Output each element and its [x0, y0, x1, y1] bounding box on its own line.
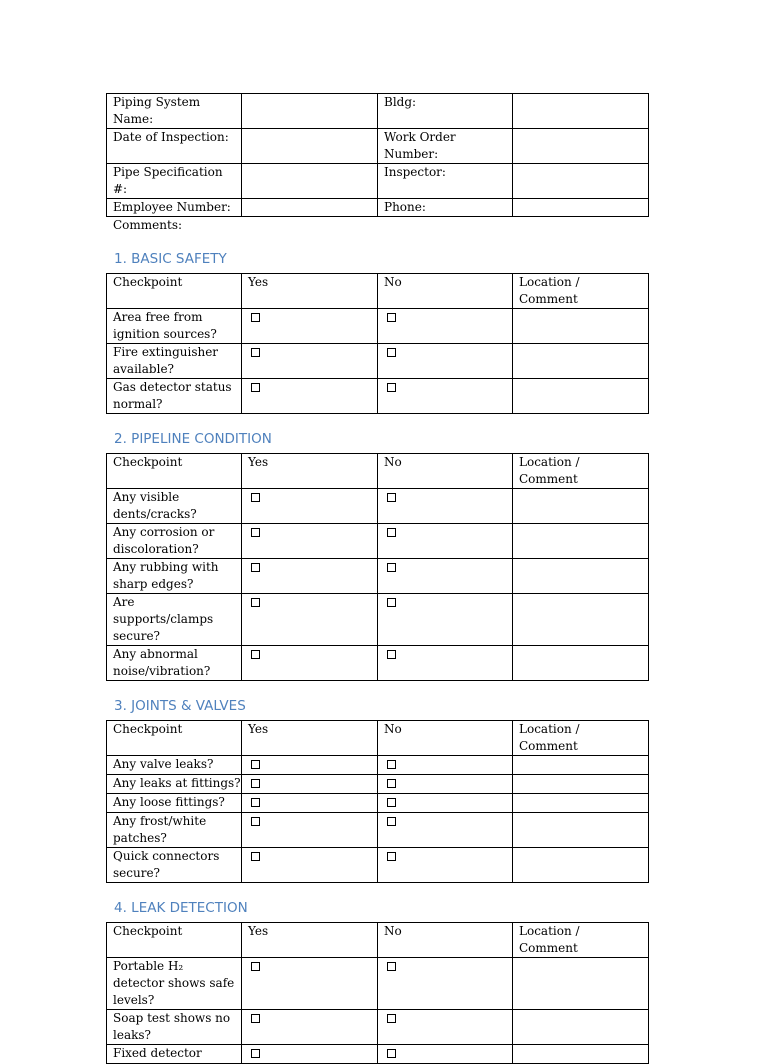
column-header-yes: Yes — [242, 454, 378, 489]
location-comment-cell[interactable] — [513, 1045, 649, 1064]
inspector-label: Inspector: — [378, 164, 513, 199]
checkpoint-label: Fire extinguisher available? — [107, 344, 242, 379]
yes-checkbox[interactable] — [251, 528, 260, 537]
table-header-row — [107, 923, 649, 958]
no-checkbox[interactable] — [387, 313, 396, 322]
header-row — [107, 129, 649, 164]
section-title-leak-detection: 4. LEAK DETECTION — [114, 900, 248, 916]
location-comment-cell[interactable] — [513, 794, 649, 813]
no-checkbox[interactable] — [387, 563, 396, 572]
no-checkbox[interactable] — [387, 760, 396, 769]
no-cell — [378, 559, 513, 594]
yes-checkbox[interactable] — [251, 1014, 260, 1023]
column-header-no: No — [378, 274, 513, 309]
yes-checkbox[interactable] — [251, 348, 260, 357]
section-title-pipeline-condition: 2. PIPELINE CONDITION — [114, 431, 272, 447]
table-row — [107, 309, 649, 344]
no-checkbox[interactable] — [387, 650, 396, 659]
checkpoint-label: Any frost/white patches? — [107, 813, 242, 848]
no-checkbox[interactable] — [387, 1014, 396, 1023]
table-row — [107, 344, 649, 379]
column-header-location: Location / Comment — [513, 721, 649, 756]
no-cell — [378, 646, 513, 681]
column-header-yes: Yes — [242, 274, 378, 309]
checkpoint-label: Any corrosion or discoloration? — [107, 524, 242, 559]
pipeline-condition-table — [106, 453, 649, 681]
pipe-specification-label: Pipe Specification #: — [107, 164, 242, 199]
location-comment-cell[interactable] — [513, 848, 649, 883]
location-comment-cell[interactable] — [513, 344, 649, 379]
checkpoint-label: Fixed detector — [107, 1045, 242, 1064]
location-comment-cell[interactable] — [513, 309, 649, 344]
yes-cell — [242, 489, 378, 524]
no-checkbox[interactable] — [387, 817, 396, 826]
yes-checkbox[interactable] — [251, 852, 260, 861]
section-title-joints-valves: 3. JOINTS & VALVES — [114, 698, 246, 714]
table-row — [107, 813, 649, 848]
no-checkbox[interactable] — [387, 348, 396, 357]
location-comment-cell[interactable] — [513, 524, 649, 559]
no-cell — [378, 813, 513, 848]
yes-checkbox[interactable] — [251, 798, 260, 807]
yes-cell — [242, 775, 378, 794]
yes-checkbox[interactable] — [251, 383, 260, 392]
checkpoint-label: Any abnormal noise/vibration? — [107, 646, 242, 681]
location-comment-cell[interactable] — [513, 594, 649, 646]
header-info-table — [106, 93, 649, 217]
no-checkbox[interactable] — [387, 493, 396, 502]
yes-checkbox[interactable] — [251, 313, 260, 322]
column-header-checkpoint: Checkpoint — [107, 454, 242, 489]
yes-cell — [242, 1010, 378, 1045]
column-header-checkpoint: Checkpoint — [107, 274, 242, 309]
no-checkbox[interactable] — [387, 383, 396, 392]
table-row — [107, 958, 649, 1010]
table-header-row — [107, 454, 649, 489]
table-row — [107, 756, 649, 775]
phone-label: Phone: — [378, 199, 513, 217]
no-checkbox[interactable] — [387, 962, 396, 971]
piping-system-name-label: Piping System Name: — [107, 94, 242, 129]
no-checkbox[interactable] — [387, 798, 396, 807]
bldg-label: Bldg: — [378, 94, 513, 129]
yes-cell — [242, 524, 378, 559]
section-title-basic-safety: 1. BASIC SAFETY — [114, 251, 227, 267]
yes-cell — [242, 646, 378, 681]
location-comment-cell[interactable] — [513, 813, 649, 848]
no-checkbox[interactable] — [387, 528, 396, 537]
table-row — [107, 1010, 649, 1045]
no-checkbox[interactable] — [387, 852, 396, 861]
no-cell — [378, 524, 513, 559]
checkpoint-label: Portable H₂ detector shows safe levels? — [107, 958, 242, 1010]
table-row — [107, 524, 649, 559]
pipe-specification-value[interactable] — [242, 164, 378, 199]
column-header-no: No — [378, 923, 513, 958]
yes-cell — [242, 379, 378, 414]
inspector-value[interactable] — [513, 164, 649, 199]
checkpoint-label: Any visible dents/cracks? — [107, 489, 242, 524]
table-row — [107, 848, 649, 883]
employee-number-label: Employee Number: — [107, 199, 242, 217]
no-checkbox[interactable] — [387, 779, 396, 788]
employee-number-value[interactable] — [242, 199, 378, 217]
no-checkbox[interactable] — [387, 1049, 396, 1058]
column-header-checkpoint: Checkpoint — [107, 923, 242, 958]
checkpoint-label: Any loose fittings? — [107, 794, 242, 813]
date-of-inspection-label: Date of Inspection: — [107, 129, 242, 164]
basic-safety-table — [106, 273, 649, 414]
checkpoint-label: Any valve leaks? — [107, 756, 242, 775]
column-header-location: Location / Comment — [513, 923, 649, 958]
header-row — [107, 164, 649, 199]
location-comment-cell[interactable] — [513, 646, 649, 681]
no-cell — [378, 756, 513, 775]
checkpoint-label: Gas detector status normal? — [107, 379, 242, 414]
no-cell — [378, 344, 513, 379]
joints-valves-table — [106, 720, 649, 883]
location-comment-cell[interactable] — [513, 1010, 649, 1045]
column-header-location: Location / Comment — [513, 274, 649, 309]
form-content — [106, 93, 648, 1064]
checkpoint-label: Quick connectors secure? — [107, 848, 242, 883]
column-header-checkpoint: Checkpoint — [107, 721, 242, 756]
no-cell — [378, 379, 513, 414]
yes-checkbox[interactable] — [251, 493, 260, 502]
yes-cell — [242, 848, 378, 883]
checkpoint-label: Soap test shows no leaks? — [107, 1010, 242, 1045]
checkpoint-label: Any leaks at fittings? — [107, 775, 242, 794]
table-row — [107, 775, 649, 794]
yes-checkbox[interactable] — [251, 1049, 260, 1058]
no-cell — [378, 594, 513, 646]
checkpoint-label: Any rubbing with sharp edges? — [107, 559, 242, 594]
no-cell — [378, 775, 513, 794]
yes-checkbox[interactable] — [251, 650, 260, 659]
no-cell — [378, 309, 513, 344]
no-cell — [378, 489, 513, 524]
table-header-row — [107, 274, 649, 309]
table-row — [107, 1045, 649, 1064]
location-comment-cell[interactable] — [513, 958, 649, 1010]
yes-checkbox[interactable] — [251, 563, 260, 572]
no-cell — [378, 1010, 513, 1045]
location-comment-cell[interactable] — [513, 756, 649, 775]
table-row — [107, 594, 649, 646]
leak-detection-table — [106, 922, 649, 1064]
checkpoint-label: Are supports/clamps secure? — [107, 594, 242, 646]
location-comment-cell[interactable] — [513, 379, 649, 414]
yes-cell — [242, 1045, 378, 1064]
piping-system-name-value[interactable] — [242, 94, 378, 129]
table-row — [107, 794, 649, 813]
yes-cell — [242, 309, 378, 344]
yes-checkbox[interactable] — [251, 817, 260, 826]
checkpoint-label: Area free from ignition sources? — [107, 309, 242, 344]
column-header-no: No — [378, 721, 513, 756]
yes-cell — [242, 559, 378, 594]
work-order-number-value[interactable] — [513, 129, 649, 164]
no-cell — [378, 848, 513, 883]
column-header-location: Location / Comment — [513, 454, 649, 489]
yes-checkbox[interactable] — [251, 760, 260, 769]
yes-checkbox[interactable] — [251, 962, 260, 971]
yes-cell — [242, 344, 378, 379]
no-cell — [378, 794, 513, 813]
table-row — [107, 559, 649, 594]
location-comment-cell[interactable] — [513, 775, 649, 794]
no-cell — [378, 1045, 513, 1064]
no-cell — [378, 958, 513, 1010]
table-header-row — [107, 721, 649, 756]
header-row — [107, 94, 649, 129]
location-comment-cell[interactable] — [513, 489, 649, 524]
phone-value[interactable] — [513, 199, 649, 217]
column-header-yes: Yes — [242, 923, 378, 958]
table-row — [107, 646, 649, 681]
bldg-value[interactable] — [513, 94, 649, 129]
yes-cell — [242, 794, 378, 813]
yes-cell — [242, 813, 378, 848]
work-order-number-label: Work Order Number: — [378, 129, 513, 164]
yes-cell — [242, 594, 378, 646]
header-row — [107, 199, 649, 217]
yes-checkbox[interactable] — [251, 779, 260, 788]
no-checkbox[interactable] — [387, 598, 396, 607]
column-header-no: No — [378, 454, 513, 489]
column-header-yes: Yes — [242, 721, 378, 756]
yes-cell — [242, 958, 378, 1010]
date-of-inspection-value[interactable] — [242, 129, 378, 164]
comments-label: Comments: — [113, 218, 183, 232]
yes-cell — [242, 756, 378, 775]
table-row — [107, 379, 649, 414]
yes-checkbox[interactable] — [251, 598, 260, 607]
location-comment-cell[interactable] — [513, 559, 649, 594]
table-row — [107, 489, 649, 524]
